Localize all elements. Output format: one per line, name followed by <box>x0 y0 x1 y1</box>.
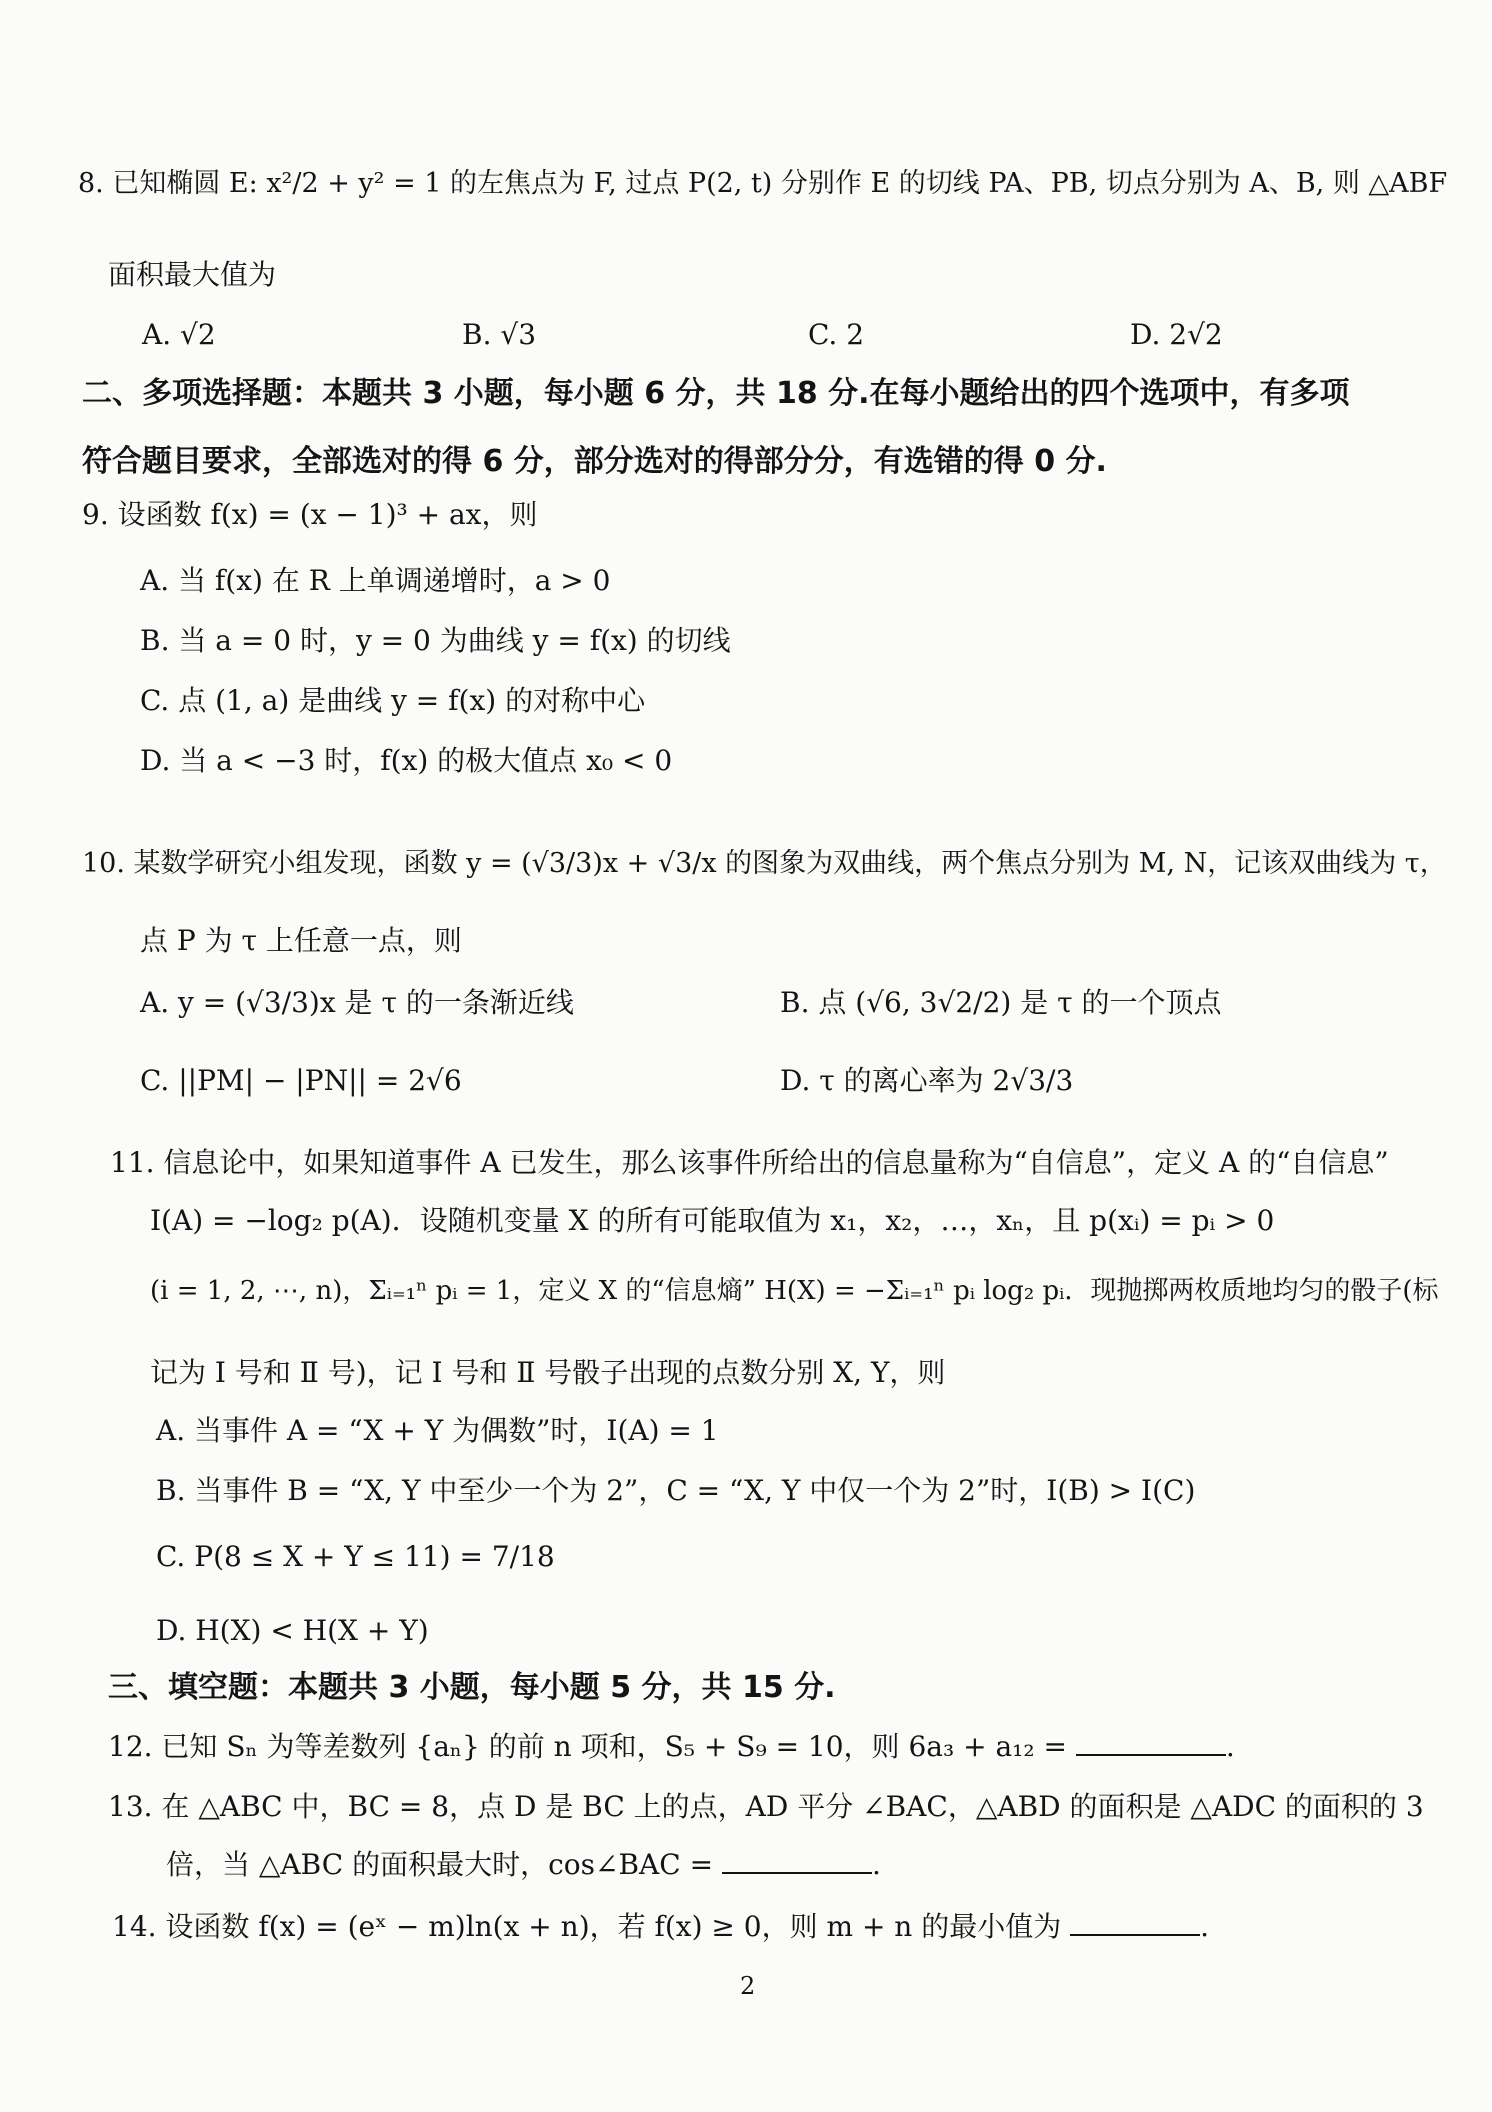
q8-option-b: B. √3 <box>462 318 537 351</box>
q9-option-d: D. 当 a < −3 时，f(x) 的极大值点 x₀ < 0 <box>140 744 673 777</box>
q14-text: 14. 设函数 f(x) = (eˣ − m)ln(x + n)，若 f(x) ≥ 0，则 m + n 的最小值为 <box>112 1910 1062 1943</box>
q12-end: . <box>1225 1730 1235 1763</box>
q11-option-d: D. H(X) < H(X + Y) <box>156 1614 429 1647</box>
q10-option-b: B. 点 (√6, 3√2/2) 是 τ 的一个顶点 <box>780 986 1222 1019</box>
q12-stem <box>108 1730 1235 1764</box>
q10-stem-line2: 点 P 为 τ 上任意一点，则 <box>140 924 462 957</box>
q13-end: . <box>871 1848 881 1881</box>
q13-stem-line1: 13. 在 △ABC 中，BC = 8，点 D 是 BC 上的点，AD 平分 ∠BAC，△ABD 的面积是 △ADC 的面积的 3 <box>108 1790 1424 1823</box>
q10-option-d: D. τ 的离心率为 2√3/3 <box>780 1064 1074 1097</box>
q12-text: 12. 已知 Sₙ 为等差数列 {aₙ} 的前 n 项和，S₅ + S₉ = 10，则 6a₃ + a₁₂ = <box>108 1730 1067 1763</box>
section2-heading-line1: 二、多项选择题：本题共 3 小题，每小题 6 分，共 18 分.在每小题给出的四个选项中，有多项 <box>82 376 1350 411</box>
q14-answer-blank[interactable] <box>1070 1910 1200 1936</box>
section3-heading: 三、填空题：本题共 3 小题，每小题 5 分，共 15 分. <box>108 1670 836 1705</box>
q13-text: 倍，当 △ABC 的面积最大时，cos∠BAC = <box>166 1848 714 1881</box>
q11-option-c: C. P(8 ≤ X + Y ≤ 11) = 7/18 <box>156 1540 555 1573</box>
q9-stem: 9. 设函数 f(x) = (x − 1)³ + ax，则 <box>82 498 538 531</box>
page-number: 2 <box>740 1972 756 2000</box>
q8-stem-line1: 8. 已知椭圆 E: x²/2 + y² = 1 的左焦点为 F, 过点 P(2, t) 分别作 E 的切线 PA、PB, 切点分别为 A、B, 则 △ABF <box>78 168 1448 199</box>
q9-option-a: A. 当 f(x) 在 R 上单调递增时，a > 0 <box>140 564 611 597</box>
q9-option-b: B. 当 a = 0 时，y = 0 为曲线 y = f(x) 的切线 <box>140 624 731 657</box>
q10-stem-line1: 10. 某数学研究小组发现，函数 y = (√3/3)x + √3/x 的图象为双曲线，两个焦点分别为 M, N，记该双曲线为 τ， <box>82 848 1447 879</box>
q14-end: . <box>1200 1910 1210 1943</box>
q11-option-b: B. 当事件 B = “X, Y 中至少一个为 2”，C = “X, Y 中仅一个为 2”时，I(B) > I(C) <box>156 1474 1196 1507</box>
q9-option-c: C. 点 (1, a) 是曲线 y = f(x) 的对称中心 <box>140 684 646 717</box>
q8-option-d: D. 2√2 <box>1130 318 1223 351</box>
q11-stem-line2: I(A) = −log₂ p(A)．设随机变量 X 的所有可能取值为 x₁，x₂，…，xₙ，且 p(xᵢ) = pᵢ > 0 <box>150 1204 1275 1237</box>
q10-option-c: C. ||PM| − |PN|| = 2√6 <box>140 1064 462 1097</box>
q13-answer-blank[interactable] <box>722 1848 872 1874</box>
q11-stem-line3: (i = 1, 2, ⋯, n)，Σᵢ₌₁ⁿ pᵢ = 1，定义 X 的“信息熵” H(X) = −Σᵢ₌₁ⁿ pᵢ log₂ pᵢ．现抛掷两枚质地均匀的骰子(标 <box>150 1276 1439 1306</box>
section2-heading-line2: 符合题目要求，全部选对的得 6 分，部分选对的得部分分，有选错的得 0 分. <box>82 444 1107 479</box>
q8-stem-line2: 面积最大值为 <box>108 258 277 291</box>
q13-stem-line2 <box>166 1848 881 1882</box>
q12-answer-blank[interactable] <box>1076 1730 1226 1756</box>
q8-option-a: A. √2 <box>142 318 216 351</box>
q11-stem-line4: 记为 Ⅰ 号和 Ⅱ 号)，记 Ⅰ 号和 Ⅱ 号骰子出现的点数分别 X, Y，则 <box>150 1356 946 1389</box>
q8-option-c: C. 2 <box>808 318 865 351</box>
q11-stem-line1: 11. 信息论中，如果知道事件 A 已发生，那么该事件所给出的信息量称为“自信息”，定义 A 的“自信息” <box>110 1146 1389 1179</box>
q14-stem <box>112 1910 1209 1944</box>
q10-option-a: A. y = (√3/3)x 是 τ 的一条渐近线 <box>140 986 574 1019</box>
q11-option-a: A. 当事件 A = “X + Y 为偶数”时，I(A) = 1 <box>156 1414 719 1447</box>
